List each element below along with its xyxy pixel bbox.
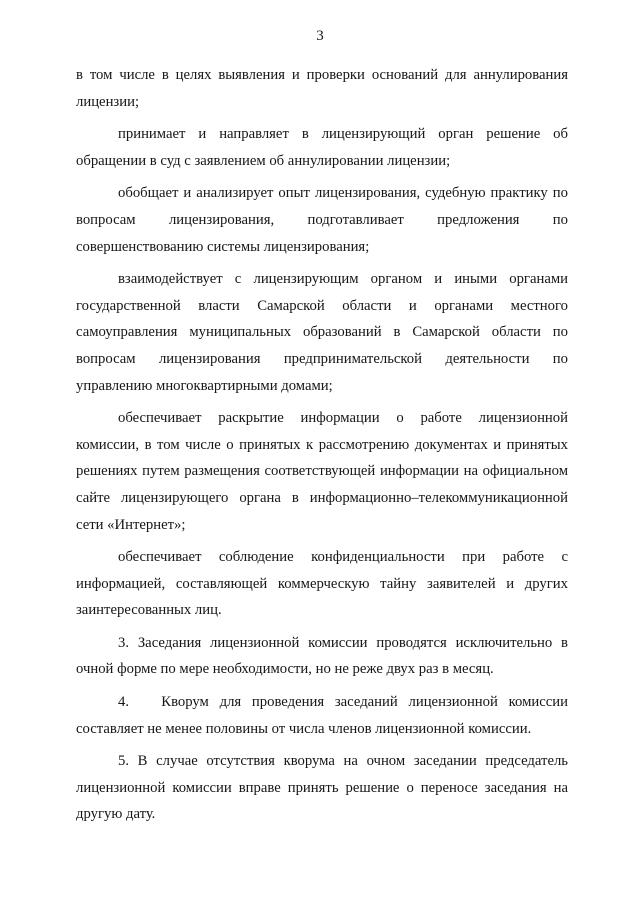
paragraph-court-appeal: принимает и направляет в лицензирующий орган решение об обращении в суд с заявлением об аннулировании лицензии; — [76, 126, 568, 169]
paragraph-item-3-meetings: 3. Заседания лицензионной комиссии проводятся исключительно в очной форме по мере необходимости, но не реже двух раз в месяц. — [76, 634, 568, 678]
paragraph-disclosure: обеспечивает раскрытие информации о работе лицензионной комиссии, в том числе о принятых к рассмотрению документах и принятых решениях путем размещения соответствующей информации на официальном сайте лицензирующего органа в информационно–телекоммуникационной сети «Интернет»; — [76, 410, 568, 533]
paragraph-licensing-practice: обобщает и анализирует опыт лицензирования, судебную практику по вопросам лицензирования, подготавливает предложения по совершенствованию системы лицензирования; — [76, 185, 568, 255]
page-number: 3 — [316, 28, 324, 44]
paragraph-item-5-postponement: 5. В случае отсутствия кворума на очном заседании председатель лицензионной комиссии вправе принять решение о переносе заседания на другую дату. — [76, 753, 568, 823]
paragraph-interaction: взаимодействует с лицензирующим органом и иными органами государственной власти Самарской области и органами местного самоуправления муниципальных образований в Самарской области по вопросам лицензирования предпринимательской деятельности по управлению многоквартирными домами; — [76, 271, 568, 394]
paragraph-continuation: в том числе в целях выявления и проверки оснований для аннулирования лицензии; — [76, 67, 568, 110]
paragraph-confidentiality: обеспечивает соблюдение конфиденциальности при работе с информацией, составляющей коммерческую тайну заявителей и других заинтересованных лиц. — [76, 549, 568, 619]
document-body — [76, 62, 572, 834]
paragraph-item-4-quorum: 4. Кворум для проведения заседаний лицензионной комиссии составляет не менее половины от числа членов лицензионной комиссии. — [76, 694, 572, 737]
